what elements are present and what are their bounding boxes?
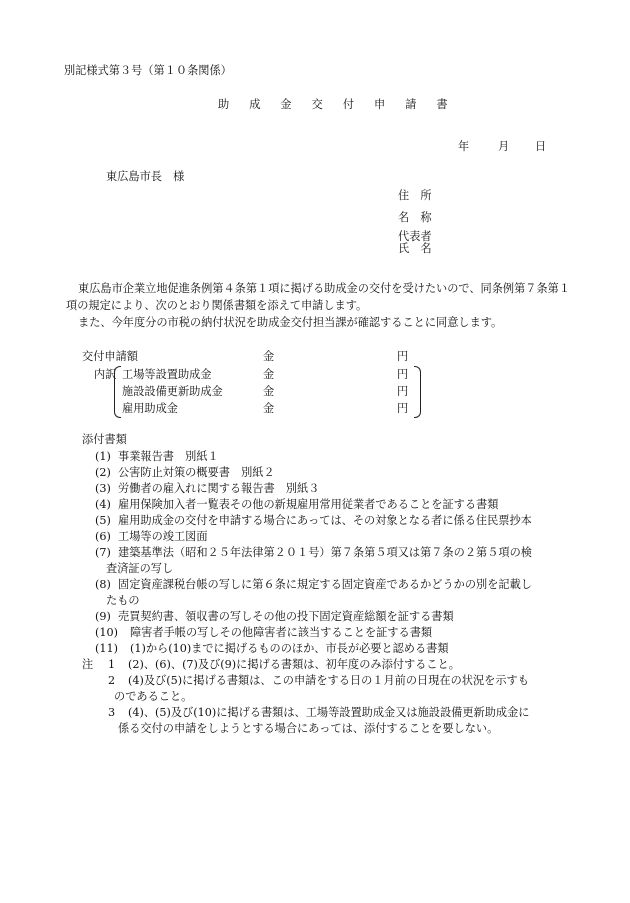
breakdown-item: 施設設備更新助成金 [122,385,223,398]
address-label: 住 所 [398,189,432,202]
breakdown-item: 雇用助成金 [122,402,178,415]
note-num: 2 [108,674,116,687]
note-text: (4)、(5)及び(10)に掲げる書類は、工場等設置助成金又は施設設備更新助成金に [128,706,530,719]
attachment-num: (4) [95,498,111,511]
date-month: 月 [498,140,510,153]
attachment-text-continued: たもの [106,594,140,607]
note-num: 1 [108,658,116,671]
attachment-num: (10) [95,626,118,639]
attachments-heading: 添付書類 [82,433,127,446]
title-char: 請 [405,98,417,111]
attachment-num: (7) [95,546,111,559]
attachment-num: (1) [95,450,111,463]
consent-statement: また、今年度分の市税の納付状況を助成金交付担当課が確認することに同意します。 [78,316,503,329]
note-text: (2)、(6)、(7)及び(9)に掲げる書類は、初年度のみ添付すること。 [128,658,460,671]
application-statement: 東広島市企業立地促進条例第４条第１項に掲げる助成金の交付を受けたいので、同条例第７条第１項の規定により、次のとおり関係書類を添えて申請します。 [66,282,571,312]
attachment-num: (2) [95,466,111,479]
currency-label: 金 [263,402,275,415]
yen-unit: 円 [397,385,409,398]
attachment-text: 障害者手帳の写しその他障害者に該当することを証する書類 [130,626,433,639]
date-day: 日 [535,140,547,153]
notes-label: 注 [82,658,94,671]
attachment-num: (3) [95,482,111,495]
right-bracket [414,366,421,418]
attachment-text: 雇用保険加入者一覧表その他の新規雇用常用従業者であることを証する書類 [118,498,499,511]
attachment-num: (5) [95,514,111,527]
attachment-text: 雇用助成金の交付を申請する場合にあっては、その対象となる者に係る住民票抄本 [118,514,532,527]
currency-label: 金 [263,350,275,363]
title-char: 交 [311,98,323,111]
currency-label: 金 [263,368,275,381]
note-text: (4)及び(5)に掲げる書類は、この申請をする日の１月前の日現在の状況を示すも [128,674,529,687]
title-char: 付 [342,98,355,111]
representative-name-label: 氏 名 [398,242,432,255]
title-char: 申 [374,98,386,111]
yen-unit: 円 [397,402,409,415]
representative-label: 代表者 [398,230,432,243]
total-amount-label: 交付申請額 [82,350,138,363]
attachment-text: 固定資産課税台帳の写しに第６条に規定する固定資産であるかどうかの別を記載し [118,578,532,591]
page-title [218,98,468,111]
attachment-text: 工場等の竣工図面 [118,530,208,543]
attachment-text: 労働者の雇入れに関する報告書 別紙３ [118,482,320,495]
addressee: 東広島市長 様 [106,170,185,183]
attachment-num: (11) [95,642,118,655]
title-char: 成 [249,98,261,111]
attachment-text-continued: 査済証の写し [106,562,174,575]
title-char: 金 [280,98,292,111]
note-num: 3 [108,706,116,719]
attachment-num: (6) [95,530,111,543]
attachment-text: (1)から(10)までに掲げるもののほか、市長が必要と認める書類 [130,642,449,655]
attachment-num: (8) [95,578,111,591]
attachment-text: 売買契約書、領収書の写しその他の投下固定資産総額を証する書類 [118,610,454,623]
title-char: 助 [218,98,230,111]
currency-label: 金 [263,385,275,398]
breakdown-item: 工場等設置助成金 [122,368,212,381]
title-char: 書 [436,98,448,111]
yen-unit: 円 [397,368,409,381]
breakdown-label: 内訳 [94,368,117,381]
left-bracket [114,366,121,418]
date-year: 年 [458,140,470,153]
attachment-text: 公害防止対策の概要書 別紙２ [118,466,275,479]
attachment-num: (9) [95,610,111,623]
attachment-text: 事業報告書 別紙１ [118,450,219,463]
form-label: 別記様式第３号（第１０条関係） [64,64,232,77]
company-name-label: 名 称 [398,211,432,224]
note-text-continued: 係る交付の申請をしようとする場合にあっては、添付することを要しない。 [118,722,499,735]
attachment-text: 建築基準法（昭和２５年法律第２０１号）第７条第５項又は第７条の２第５項の検 [118,546,532,559]
yen-unit: 円 [397,350,409,363]
note-text-continued: のであること。 [114,690,193,703]
